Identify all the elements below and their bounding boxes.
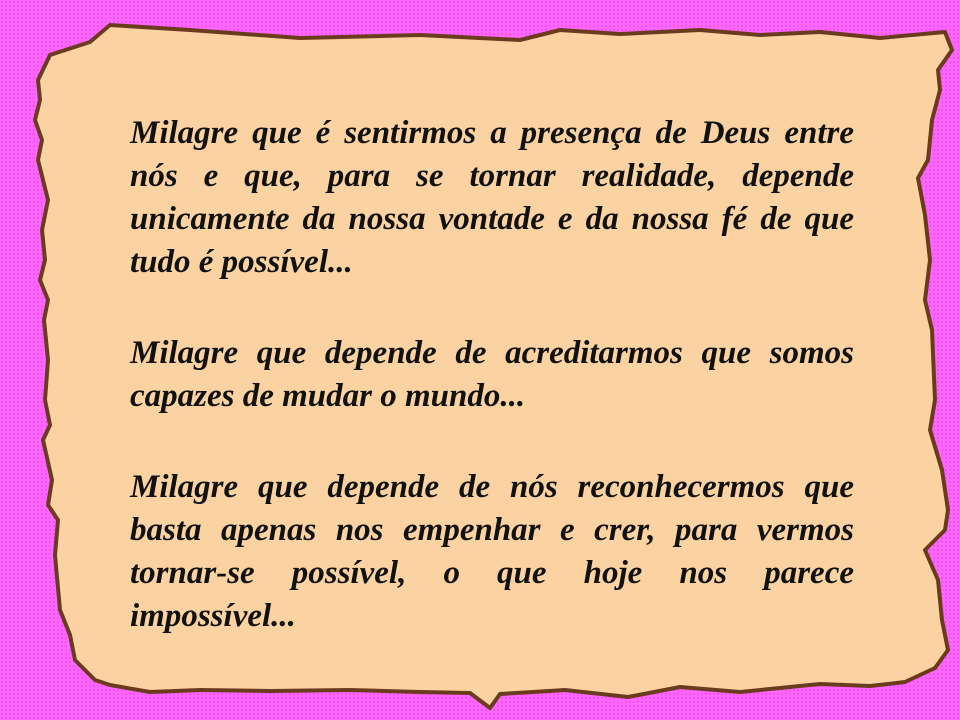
- paragraph-1: Milagre que é sentirmos a presença de Deus entre nós e que, para se tornar realidade, depende unicamente da nossa vontade e da nossa fé de que tudo é possível...: [130, 115, 854, 280]
- paragraph-2: Milagre que depende de acreditarmos que somos capazes de mudar o mundo...: [130, 335, 854, 414]
- paragraph-3: Milagre que depende de nós reconhecermos que basta apenas nos empenhar e crer, para vermos tornar-se possível, o que hoje nos parece impossível...: [130, 469, 854, 634]
- scroll-text: [130, 112, 854, 638]
